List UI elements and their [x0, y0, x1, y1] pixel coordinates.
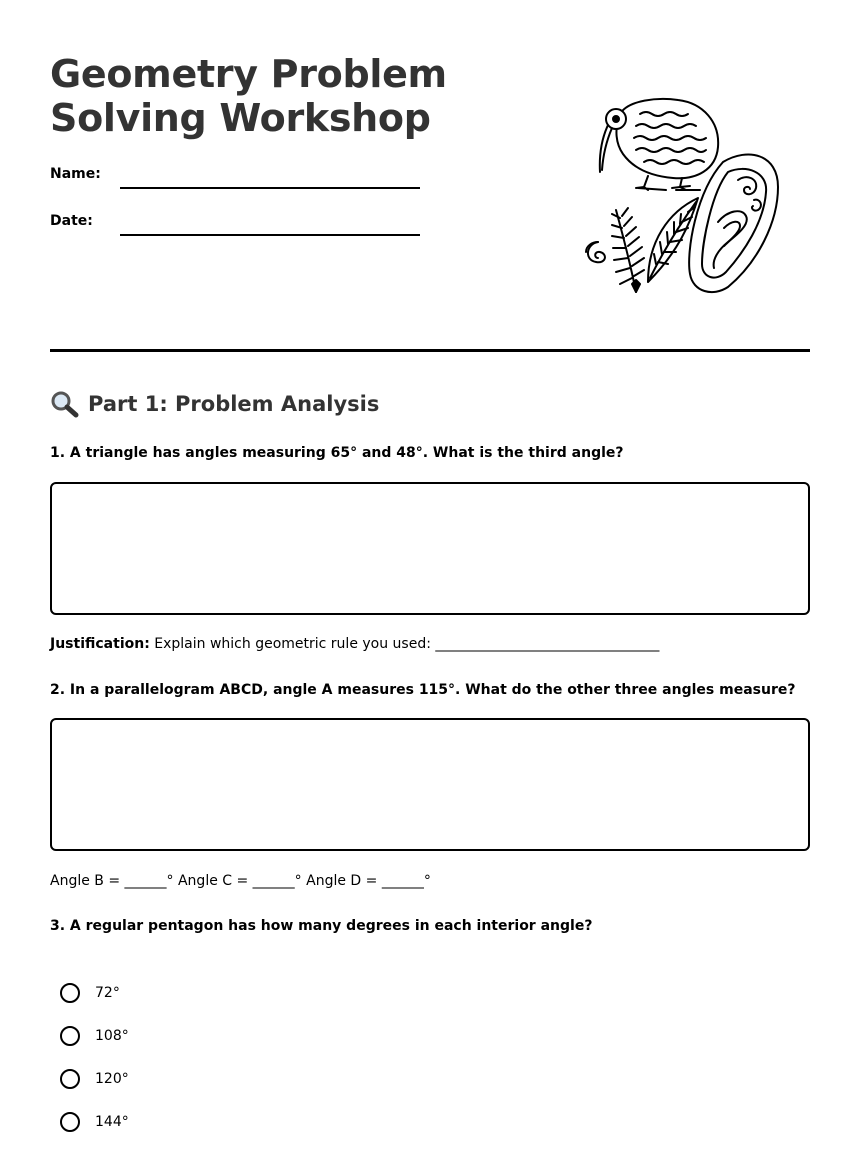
pounamu-stone-icon: [689, 154, 778, 292]
kiwi-fern-illustration: [578, 92, 783, 302]
question-3-option-4[interactable]: [60, 1112, 129, 1132]
justification-prompt[interactable]: Explain which geometric rule you used: ________________________________: [149, 636, 660, 652]
name-label: Name:: [50, 166, 101, 182]
section-heading-text: Part 1: Problem Analysis: [88, 392, 380, 416]
question-3-prompt: 3. A regular pentagon has how many degrees in each interior angle?: [50, 918, 593, 934]
page-title: [50, 52, 447, 140]
option-label: 108°: [95, 1028, 129, 1044]
kiwi-bird-icon: [600, 99, 718, 190]
date-label: Date:: [50, 213, 93, 229]
magnifying-glass-icon: [50, 390, 80, 418]
header-divider: [50, 349, 810, 352]
question-2-answer-box[interactable]: [50, 718, 810, 851]
question-3-option-1[interactable]: [60, 983, 120, 1003]
section-heading-part-1: [50, 389, 379, 419]
radio-button[interactable]: [60, 1069, 80, 1089]
question-2-prompt: 2. In a parallelogram ABCD, angle A measures 115°. What do the other three angles measure?: [50, 682, 796, 698]
radio-button[interactable]: [60, 1112, 80, 1132]
date-field[interactable]: [120, 234, 420, 236]
question-1-answer-box[interactable]: [50, 482, 810, 615]
question-1-prompt: 1. A triangle has angles measuring 65° and 48°. What is the third angle?: [50, 445, 624, 461]
option-label: 144°: [95, 1114, 129, 1130]
question-2-angles-line[interactable]: Angle B = ______° Angle C = ______° Angle D = ______°: [50, 873, 431, 889]
justification-label: Justification:: [50, 636, 150, 652]
question-1-justification: [50, 636, 659, 652]
option-label: 72°: [95, 985, 120, 1001]
option-label: 120°: [95, 1071, 129, 1087]
title-line-1: Geometry Problem: [50, 52, 447, 96]
fern-frond-icon: [586, 208, 644, 292]
radio-button[interactable]: [60, 983, 80, 1003]
question-3-option-3[interactable]: [60, 1069, 129, 1089]
title-line-2: Solving Workshop: [50, 96, 431, 140]
name-field[interactable]: [120, 187, 420, 189]
radio-button[interactable]: [60, 1026, 80, 1046]
question-3-option-2[interactable]: [60, 1026, 129, 1046]
